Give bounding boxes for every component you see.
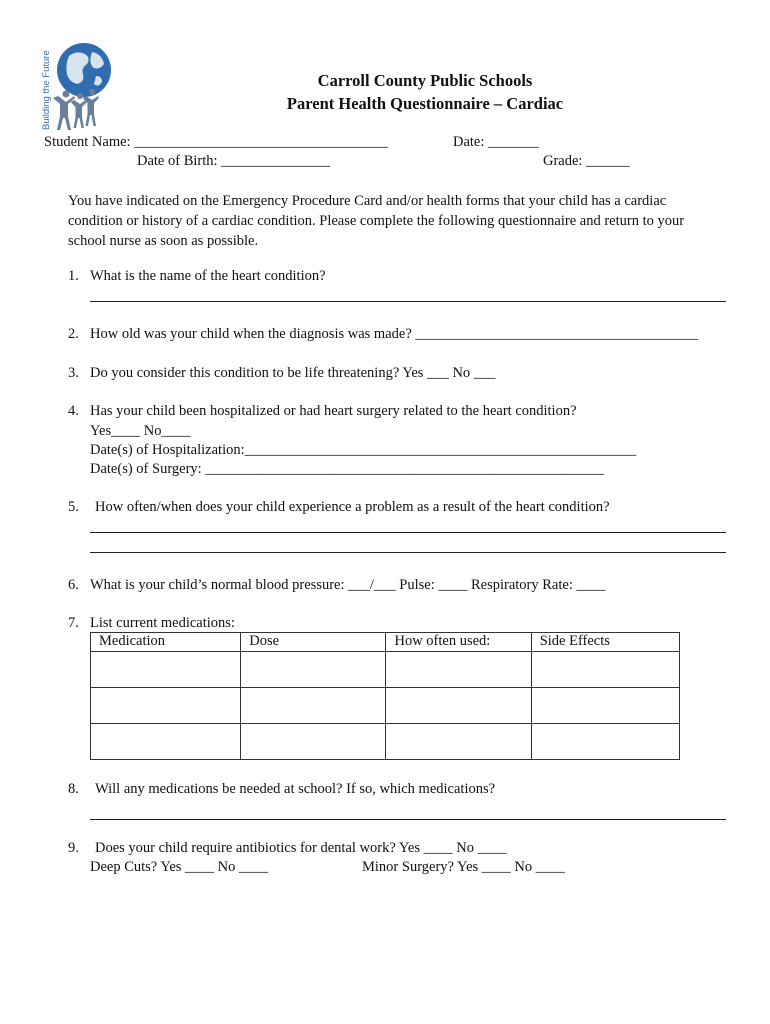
question-4-text: Has your child been hospitalized or had heart surgery related to the heart condition? <box>90 403 577 419</box>
dob-blank[interactable]: _______________ <box>221 153 330 169</box>
question-3-number: 3. <box>68 365 79 381</box>
logo-tagline: Building the Future <box>41 50 52 130</box>
grade-field[interactable] <box>543 152 630 170</box>
table-cell[interactable] <box>386 688 531 724</box>
column-header: Medication <box>91 633 241 652</box>
question-6-number: 6. <box>68 577 79 593</box>
deep-cuts-field[interactable]: Deep Cuts? Yes ____ No ____ <box>90 859 269 875</box>
question-9-text[interactable]: Does your child require antibiotics for dental work? Yes ____ No ____ <box>95 840 507 856</box>
medications-table <box>90 632 680 760</box>
medications-header-row <box>91 633 680 652</box>
hospitalization-dates-field[interactable] <box>90 441 636 459</box>
question-8-answer-line[interactable] <box>90 819 726 820</box>
question-1-answer-line[interactable] <box>90 301 726 302</box>
question-5-number: 5. <box>68 499 79 515</box>
question-1-text: What is the name of the heart condition? <box>90 268 326 284</box>
page-title: Carroll County Public Schools <box>317 71 533 90</box>
column-header: Side Effects <box>531 633 679 652</box>
column-header: Dose <box>241 633 386 652</box>
question-7-text: List current medications: <box>90 615 235 631</box>
table-row <box>91 724 680 760</box>
table-cell[interactable] <box>531 652 679 688</box>
table-cell[interactable] <box>241 688 386 724</box>
date-blank[interactable]: _______ <box>488 134 539 150</box>
question-5-answer-line[interactable] <box>90 552 726 553</box>
table-row <box>91 688 680 724</box>
table-cell[interactable] <box>531 724 679 760</box>
table-cell[interactable] <box>91 724 241 760</box>
question-9-number: 9. <box>68 840 79 856</box>
intro-line: You have indicated on the Emergency Procedure Card and/or health forms that your child has a cardiac <box>68 193 667 209</box>
table-cell[interactable] <box>91 652 241 688</box>
grade-label: Grade: <box>543 153 583 169</box>
question-4-number: 4. <box>68 403 79 419</box>
date-field[interactable] <box>453 133 539 151</box>
dob-label: Date of Birth: <box>137 153 218 169</box>
surgery-dates-field[interactable] <box>90 460 604 478</box>
table-cell[interactable] <box>241 652 386 688</box>
student-name-label: Student Name: <box>44 134 131 150</box>
question-7-number: 7. <box>68 615 79 631</box>
intro-paragraph <box>68 191 728 251</box>
intro-line: school nurse as soon as possible. <box>68 233 259 249</box>
question-5-answer-line[interactable] <box>90 532 726 533</box>
table-row <box>91 652 680 688</box>
question-4-yes-no[interactable]: Yes____ No____ <box>90 423 191 439</box>
hospitalization-label: Date(s) of Hospitalization: <box>90 442 245 458</box>
intro-line: condition or history of a cardiac condition. Please complete the following questionnaire and return to your <box>68 213 685 229</box>
table-cell[interactable] <box>91 688 241 724</box>
question-8-text: Will any medications be needed at school? If so, which medications? <box>95 781 496 797</box>
form-subtitle: Parent Health Questionnaire – Cardiac <box>286 94 564 113</box>
question-1-number: 1. <box>68 268 79 284</box>
student-name-field[interactable] <box>44 133 388 151</box>
surgery-label: Date(s) of Surgery: <box>90 461 202 477</box>
table-cell[interactable] <box>531 688 679 724</box>
question-8-number: 8. <box>68 781 79 797</box>
question-3-text[interactable]: Do you consider this condition to be life threatening? Yes ___ No ___ <box>90 365 496 381</box>
hospitalization-blank[interactable]: ______________________________________________________ <box>244 442 637 458</box>
question-5-text: How often/when does your child experience a problem as a result of the heart condition? <box>95 499 610 515</box>
table-cell[interactable] <box>241 724 386 760</box>
table-cell[interactable] <box>386 724 531 760</box>
column-header: How often used: <box>386 633 531 652</box>
grade-blank[interactable]: ______ <box>586 153 630 169</box>
question-2-number: 2. <box>68 326 79 342</box>
question-2-label: How old was your child when the diagnosis was made? <box>90 326 412 342</box>
question-2-blank[interactable]: _______________________________________ <box>415 326 699 342</box>
date-of-birth-field[interactable] <box>137 152 330 170</box>
minor-surgery-field[interactable]: Minor Surgery? Yes ____ No ____ <box>362 859 565 875</box>
student-name-blank[interactable]: ___________________________________ <box>134 134 388 150</box>
date-label: Date: <box>453 134 485 150</box>
question-2-text <box>90 325 698 343</box>
table-cell[interactable] <box>386 652 531 688</box>
question-6-text[interactable]: What is your child’s normal blood pressure: ___/___ Pulse: ____ Respiratory Rate: ____ <box>90 577 606 593</box>
surgery-blank[interactable]: _______________________________________________________ <box>205 461 605 477</box>
